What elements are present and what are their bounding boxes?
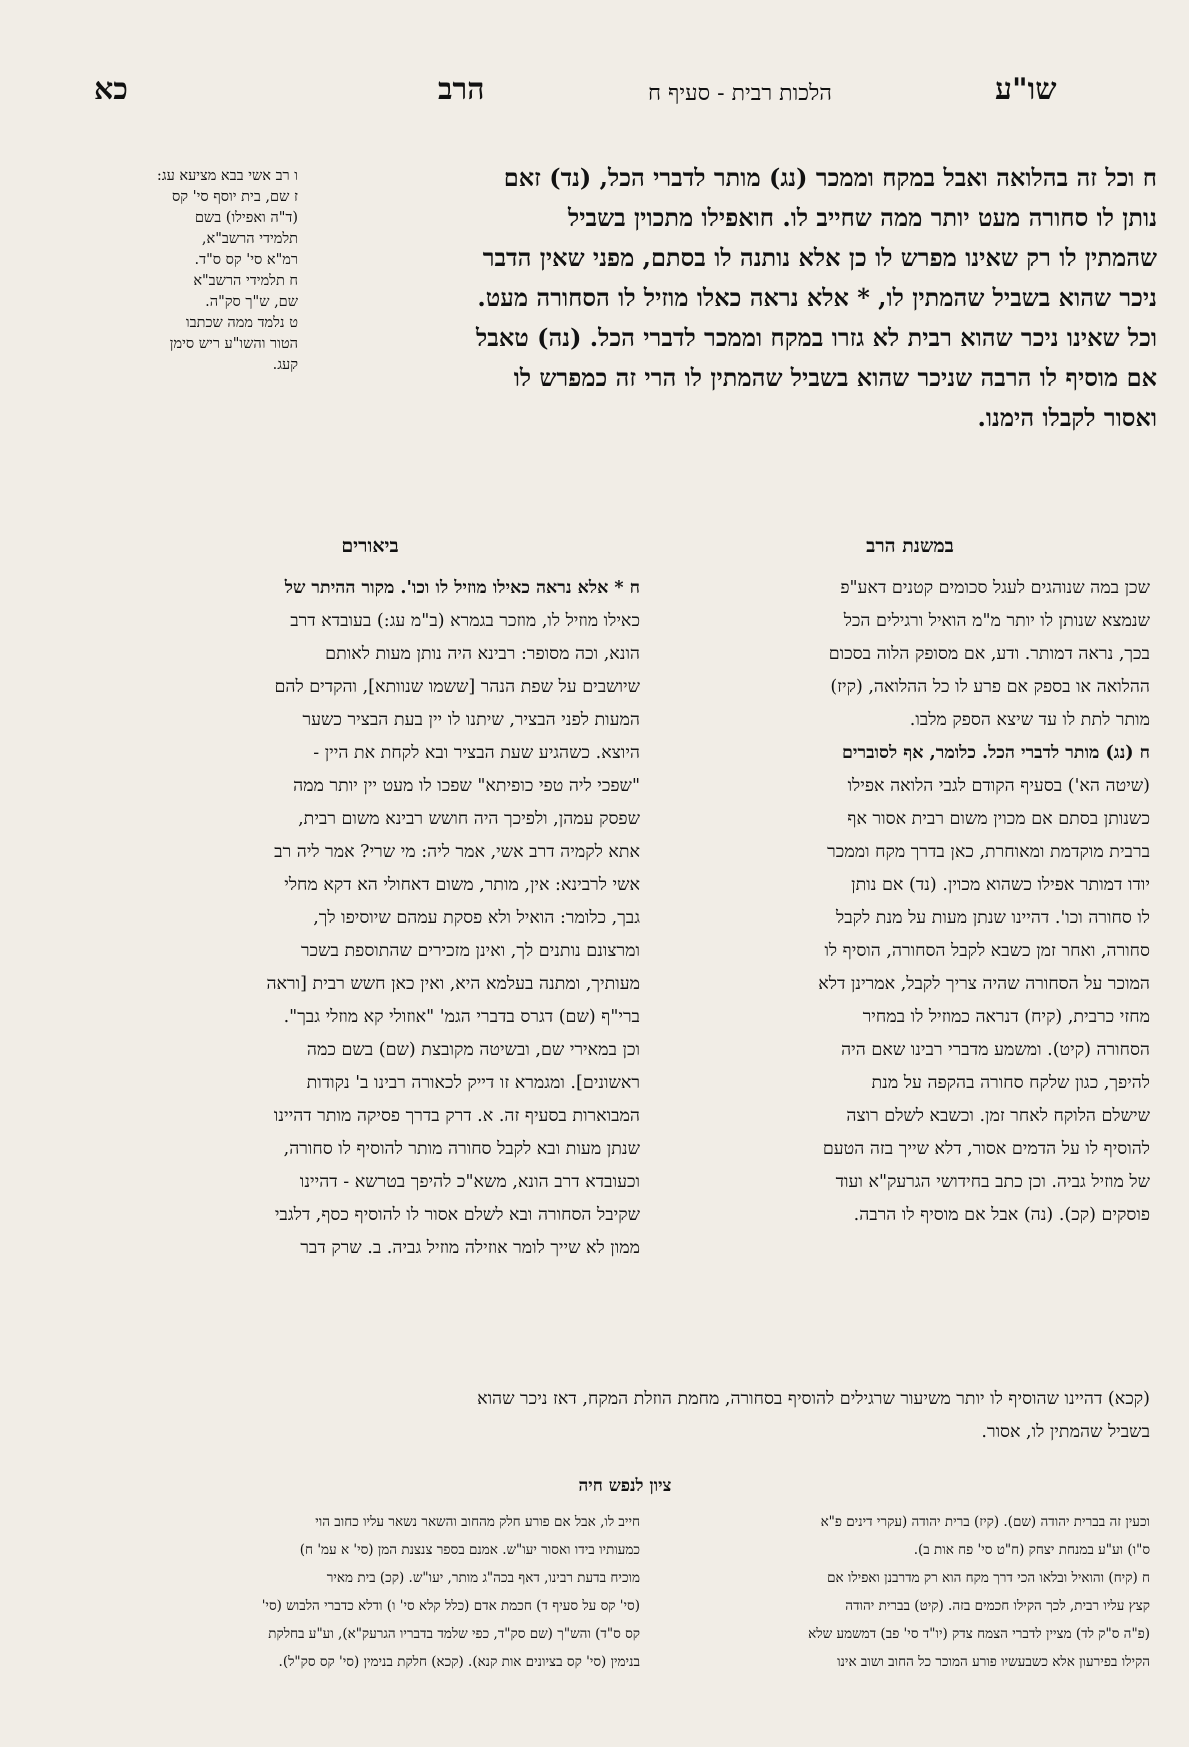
column-line: של מוזיל גביה. וכן כתב בחידושי הגרעק"א ועוד	[835, 1172, 1150, 1192]
source-line: ח תלמידי הרשב"א	[193, 273, 298, 289]
footnote-line: הקילו בפירעון אלא כשבעשיו פורע המוכר כל החוב ושוב אינו	[837, 1654, 1150, 1670]
column-line: וכעובדא דרב הונא, משא"כ להיפך בטרשא - דהיינו	[299, 1172, 640, 1192]
source-line: ט נלמד ממה שכתבו	[185, 315, 298, 331]
column-line: סחורה, ואחר זמן כשבא לקבל הסחורה, הוסיף לו	[824, 941, 1150, 961]
footnote-line: קס ס"ד) והש"ך (שם סק"ד, כפי שלמד בדבריו הגרעק"א), וע"ע בחלקת	[268, 1626, 640, 1642]
biurim-column	[100, 572, 640, 1265]
column-line: ח (נג) מותר לדברי הכל. כלומר, אף לסוברים	[841, 743, 1150, 763]
tziyun-right-column	[670, 1508, 1150, 1676]
source-line: קעג.	[272, 357, 298, 373]
footnote-line: מוכיח בדעת רבינו, דאף בכה"ג מותר, יעו"ש. (קכ) בית מאיר	[326, 1570, 640, 1586]
column-line: לו סחורה וכו'. דהיינו שנתן מעות על מנת לקבל	[836, 908, 1150, 928]
column-line: יודו דמותר אפילו כשהוא מכוין. (נד) אם נותן	[851, 875, 1150, 895]
footnote-line: וכעין זה בברית יהודה (שם). (קיז) ברית יהודה (עקרי דינים פ"א	[820, 1514, 1150, 1530]
column-line: ברבית מוקדמת ומאוחרת, כאן בדרך מקח וממכר	[827, 842, 1150, 862]
section-header: הלכות רבית - סעיף ח	[648, 81, 832, 106]
tziyun-left-column	[100, 1508, 640, 1676]
column-line: שישלם הלוקח לאחר זמן. וכשבא לשלם רוצה	[846, 1106, 1150, 1126]
footnote-line: כמעותיו בידו ואסור יעו"ש. אמנם בספר צנצנת המן (סי' א עמ' ח)	[299, 1542, 640, 1558]
source-line: ו רב אשי בבא מציעא עג:	[156, 168, 298, 184]
column-line: ראשונים]. ומגמרא זו דייק לכאורה רבינו ב' נקודות	[306, 1073, 640, 1093]
column-line: שפסק עמהן, ולפיכך היה חושש רבינא משום רבית,	[298, 809, 640, 829]
column-line: שנמצא שנותן לו יותר מ"מ הואיל ורגילים הכל	[843, 611, 1150, 631]
source-line: שם, ש"ך סק"ה.	[205, 294, 298, 310]
continuation-line: בשביל שהמתין לו, אסור.	[981, 1422, 1150, 1442]
continuation-line: (קכא) דהיינו שהוסיף לו יותר משיעור שרגילים להוסיף בסחורה, מחמת הוזלת המקח, דאז ניכר שהוא	[477, 1389, 1150, 1409]
column-line: הונא, וכה מסופר: רבינא היה נותן מעות לאותם	[325, 644, 640, 664]
column-line: "שפכי ליה טפי כופיתא" שפכו לו מעט יין יותר ממה	[293, 776, 640, 796]
column-line: (שיטה הא') בסעיף הקודם לגבי הלואה אפילו	[847, 776, 1150, 796]
column-line: המבוארות בסעיף זה. א. דרק בדרך פסיקה מותר דהיינו	[273, 1106, 640, 1126]
source-line: הטור והשו"ע ריש סימן	[169, 336, 298, 352]
column-line: שיושבים על שפת הנהר [ששמו שנוותא], והקדים להם	[274, 677, 640, 697]
source-line: ז שם, בית יוסף סי' קס	[172, 189, 298, 205]
column-line: היוצא. כשהגיע שעת הבציר ובא לקחת את היין -	[313, 743, 640, 763]
main-line: אם מוסיף לו הרבה שניכר שהוא בשביל שהמתין לו הרי זה כמפרש לו	[513, 363, 1157, 392]
column-line: פוסקים (קכ). (נה) אבל אם מוסיף לו הרבה.	[853, 1205, 1150, 1225]
source-line: (ד"ה ואפילו) בשם	[194, 210, 298, 226]
column-line: מעותיך, ומתנה בעלמא היא, ואין כאן חשש רבית [וראה	[266, 974, 640, 994]
column-line: הסחורה (קיט). ומשמע מדברי רבינו שאם היה	[841, 1040, 1150, 1060]
sources-sidebar	[100, 166, 298, 376]
column-line: המוכר על הסחורה שהיה צריך לקבל, אמרינן דלא	[818, 974, 1150, 994]
main-line: נותן לו סחורה מעט יותר ממה שחייב לו. חואפילו מתכוין בשביל	[568, 203, 1157, 232]
column-line: מותר לתת לו עד שיצא הספק מלבו.	[909, 710, 1150, 730]
footnote-line: (פ"ה ס"ק לד) מציין לדברי הצמח צדק (יו"ד סי' פב) דמשמע שלא	[808, 1626, 1150, 1642]
continuation-text	[100, 1383, 1150, 1449]
column-line: המעות לפני הבציר, שיתנו לו יין בעת הבציר כשער	[302, 710, 640, 730]
column-line: ברי"ף (שם) דגרס בדברי הגמ' "אוזולי קא מוזלי גבך".	[283, 1007, 640, 1027]
column-line: שנתן מעות ובא לקבל סחורה מותר להוסיף לו סחורה,	[283, 1139, 640, 1159]
column-line: ח * אלא נראה כאילו מוזיל לו וכו'. מקור ההיתר של	[284, 578, 640, 598]
column-line: להוסיף לו על הדמים אסור, דלא שייך בזה הטעם	[822, 1139, 1150, 1159]
column-line: בכך, נראה דמותר. ודע, אם מסופק הלוה בסכום	[828, 644, 1150, 664]
footnote-line: קצץ עליו רבית, לכך הקילו חכמים בזה. (קיט) בברית יהודה	[845, 1598, 1150, 1614]
column-line: ממון לא שייך לומר אוזילה מוזיל גביה. ב. שרק דבר	[300, 1238, 640, 1258]
biurim-title: ביאורים	[341, 535, 399, 557]
author-header: הרב	[438, 72, 485, 107]
main-line: ואסור לקבלו הימנו.	[977, 403, 1157, 432]
main-line: ניכר שהוא בשביל שהמתין לו, * אלא נראה כאלו מוזיל לו הסחורה מעט.	[477, 283, 1157, 312]
source-line: רמ"א סי' קס ס"ד.	[194, 252, 298, 268]
book-header: שו"ע	[995, 72, 1057, 107]
column-line: כשנותן בסתם אם מכוין משום רבית אסור אף	[847, 809, 1150, 829]
page-number: כא	[94, 72, 128, 107]
mishnat-harav-column	[670, 572, 1150, 1232]
mishnat-harav-title: במשנת הרב	[866, 535, 954, 557]
footnote-line: (סי' קס על סעיף ד) חכמת אדם (כלל קלא סי' ו) ודלא כדברי הלבוש (סי'	[261, 1598, 640, 1614]
footnote-line: ח (קיח) והואיל ובלאו הכי דרך מקח הוא רק מדרבנן ואפילו אם	[827, 1570, 1150, 1586]
main-line: וכל שאינו ניכר שהוא רבית לא גזרו במקח וממכר לדברי הכל. (נה) טאבל	[476, 323, 1157, 352]
footnote-line: חייב לו, אבל אם פורע חלק מהחוב והשאר נשאר עליו כחוב הוי	[315, 1514, 640, 1530]
column-line: אשי לרבינא: אין, מותר, משום דאחולי הא דקא מחלי	[284, 875, 640, 895]
column-line: כאילו מוזיל לו, מוזכר בגמרא (ב"מ עג:) בעובדא דרב	[290, 611, 640, 631]
main-text	[322, 158, 1157, 438]
column-line: שקיבל הסחורה ובא לשלם אסור לו להוסיף כסף, דלגבי	[274, 1205, 640, 1225]
column-line: ומרצונם נותנים לך, ואינן מזכירים שהתוספת בשכר	[300, 941, 640, 961]
footnote-line: בנימין (סי' קס בציונים אות קנא). (קכא) חלקת בנימין (סי' קס סק"ל).	[278, 1654, 640, 1670]
column-line: מחזי כרבית, (קיח) דנראה כמוזיל לו במחיר	[862, 1007, 1150, 1027]
column-line: שכן במה שנוהגים לעגל סכומים קטנים דאע"פ	[840, 578, 1150, 598]
column-line: גבך, כלומר: הואיל ולא פסקת עמהם שיוסיפו לך,	[313, 908, 640, 928]
column-line: להיפך, כגון שלקח סחורה בהקפה על מנת	[871, 1073, 1150, 1093]
tziyun-title: ציון לנפש חיה	[578, 1476, 672, 1496]
column-line: אתא לקמיה דרב אשי, אמר ליה: מי שרי? אמר ליה רב	[274, 842, 640, 862]
main-line: שהמתין לו רק שאינו מפרש לו כן אלא נותנה לו בסתם, מפני שאין הדבר	[482, 243, 1157, 272]
footnote-line: ס"ו) וע"ע במנחת יצחק (ח"ט סי' פח אות ב).	[913, 1542, 1150, 1558]
source-line: תלמידי הרשב"א,	[201, 231, 298, 247]
column-line: וכן במאירי שם, ובשיטה מקובצת (שם) בשם כמה	[306, 1040, 640, 1060]
column-line: ההלואה או בספק אם פרע לו כל ההלואה, (קיז)	[830, 677, 1150, 697]
main-line: ח וכל זה בהלואה ואבל במקח וממכר (נג) מותר לדברי הכל, (נד) זאם	[503, 163, 1157, 192]
